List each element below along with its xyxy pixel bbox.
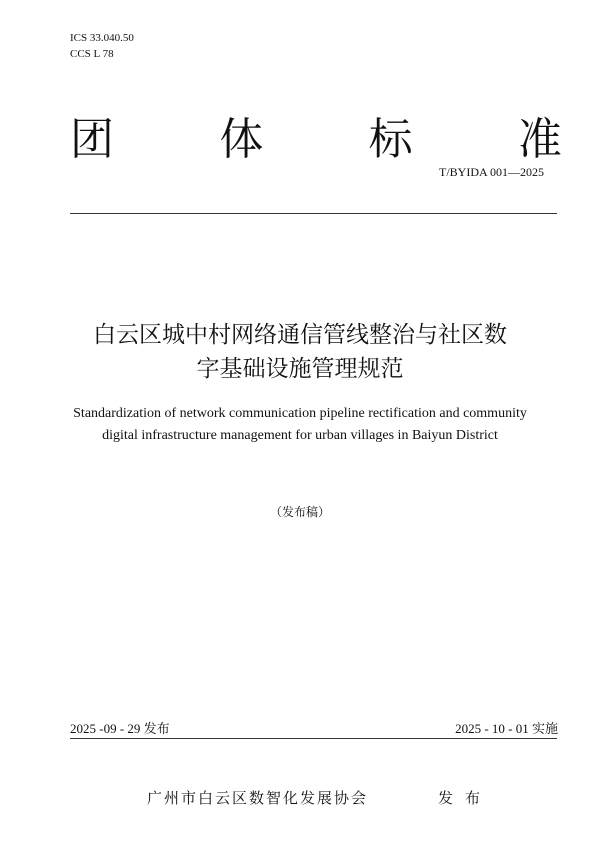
issuing-organization: 广州市白云区数智化发展协会 <box>147 789 369 807</box>
draft-status: （发布稿） <box>269 505 330 519</box>
publish-date: 2025 -09 - 29 发布 <box>70 721 170 736</box>
header-divider <box>70 213 557 214</box>
english-title-line-2: digital infrastructure management for urban villages in Baiyun District <box>102 428 498 443</box>
date-divider <box>70 738 557 739</box>
standard-number: T/BYIDA 001—2025 <box>439 165 544 179</box>
english-title <box>30 403 570 447</box>
english-title-line-1: Standardization of network communication pipeline rectification and community <box>73 406 527 421</box>
issue-action: 发布 <box>438 789 493 807</box>
ccs-code: CCS L 78 <box>70 48 114 60</box>
title-char-3: 标 <box>368 114 413 165</box>
chinese-title-line-1: 白云区城中村网络通信管线整治与社区数 <box>93 322 507 348</box>
ics-code: ICS 33.040.50 <box>70 32 134 44</box>
title-char-1: 团 <box>70 114 114 165</box>
chinese-title <box>40 318 560 386</box>
document-type-title <box>70 115 562 165</box>
title-char-4: 准 <box>517 114 562 165</box>
chinese-title-line-2: 字基础设施管理规范 <box>196 356 404 382</box>
title-char-2: 体 <box>219 114 264 165</box>
implement-date: 2025 - 10 - 01 实施 <box>455 721 558 736</box>
classification-codes <box>70 30 134 62</box>
